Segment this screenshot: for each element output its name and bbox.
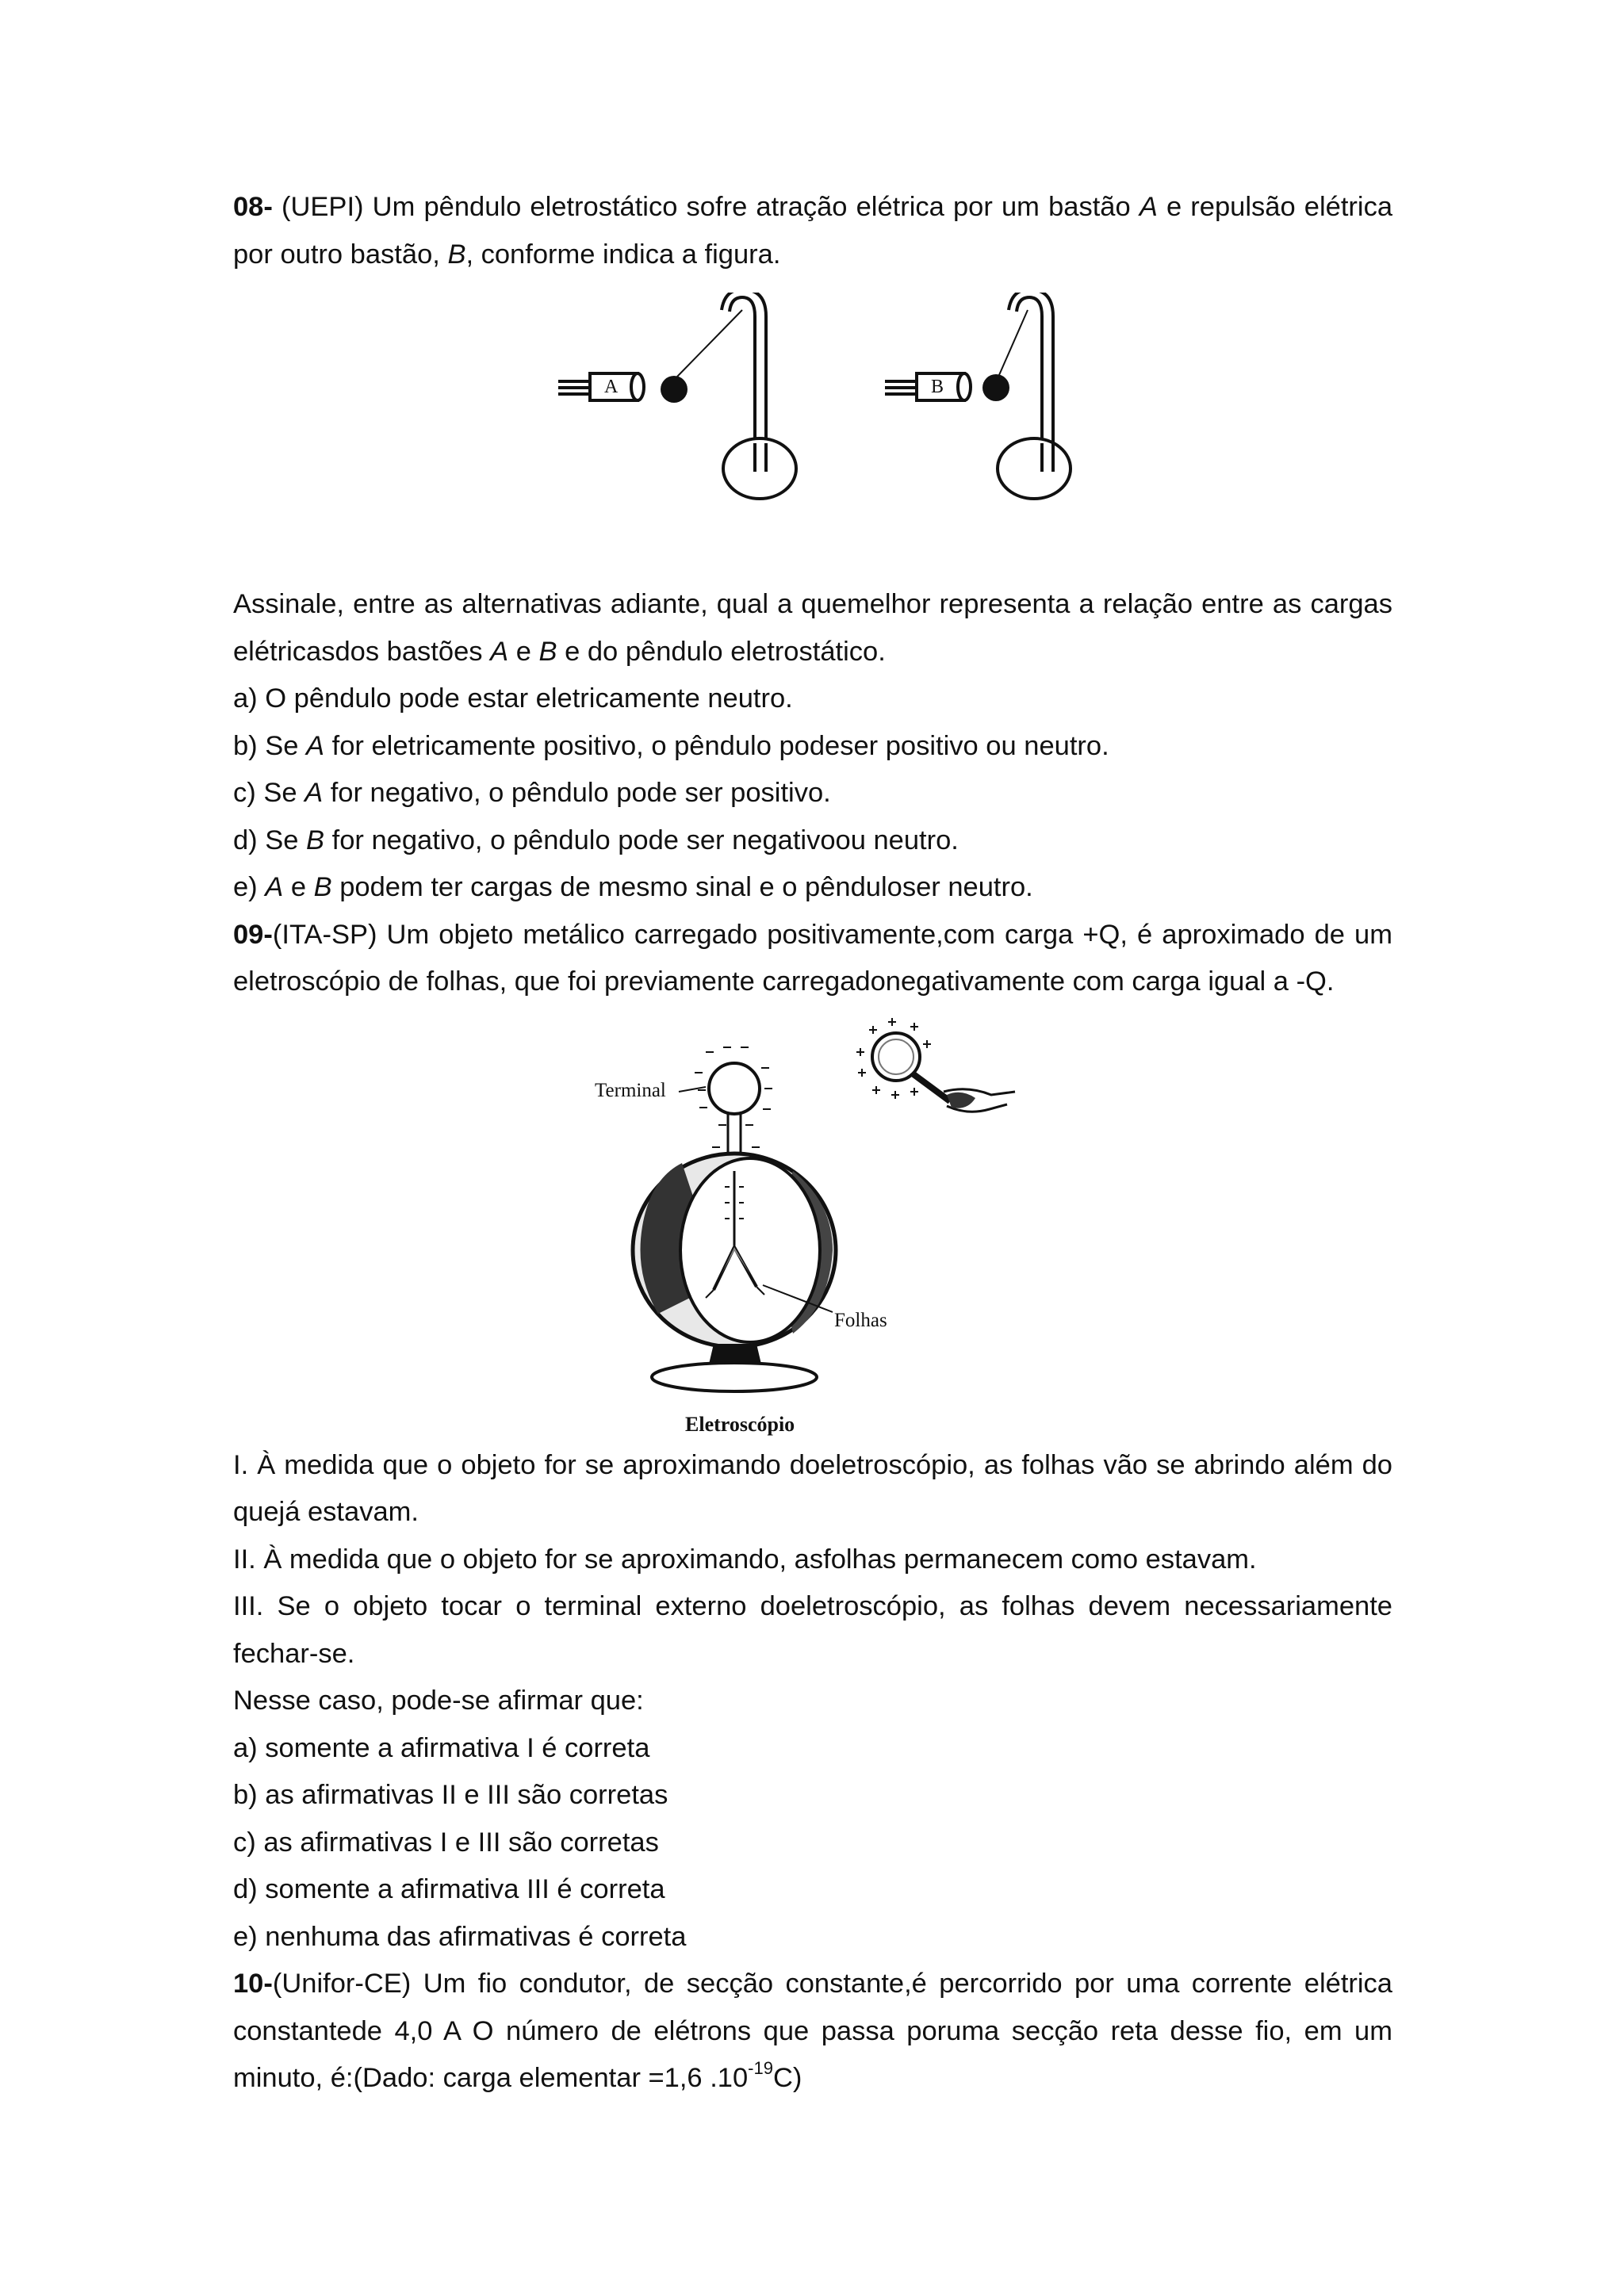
terminal-label: Terminal xyxy=(595,1079,666,1101)
pendulum-thread-1 xyxy=(677,310,742,377)
q09-intro: 09-(ITA-SP) Um objeto metálico carregado positivamente,com carga +Q, é aproximado de um eletroscópio de folhas, que foi previamente carregadonegativamente com carga igual a -Q. xyxy=(233,919,1392,997)
q10-intro: 10-(Unifor-CE) Um fio condutor, de secção constante,é percorrido por uma corrente elétrica constantede 4,0 A O número de elétrons que passa poruma secção reta desse fio, em um minuto, é:(Dado: carga elementar =1,6 $.10^{-19}C$) xyxy=(233,1969,1392,2093)
rod-b xyxy=(885,373,971,400)
electroscope-figure xyxy=(233,1006,1392,1442)
pendulum-thread-2 xyxy=(999,310,1028,375)
q09-option-e: e) nenhuma das afirmativas é correta xyxy=(233,1921,687,1952)
electroscope-base xyxy=(652,1344,817,1391)
figure-caption: Eletroscópio xyxy=(685,1412,795,1436)
q10-number: 10- xyxy=(233,1969,273,1999)
q09-option-d: d) somente a afirmativa III é correta xyxy=(233,1874,665,1904)
rod-b-label: B xyxy=(931,377,944,397)
q10-exponent: -19 xyxy=(748,2057,773,2078)
electroscope-illustration xyxy=(595,1012,1039,1441)
charged-sphere-object xyxy=(856,1018,1015,1112)
q08-option-d: d) Se B for negativo, o pêndulo pode ser negativoou neutro. xyxy=(233,825,959,855)
leaves-label: Folhas xyxy=(834,1309,887,1331)
pendulum-stand-2 xyxy=(998,293,1071,499)
q09-number: 09- xyxy=(233,919,273,950)
q09-statement-3: III. Se o objeto tocar o terminal externo doeletroscópio, as folhas devem necessariamente fechar-se. xyxy=(233,1591,1392,1669)
q09-option-b: b) as afirmativas II e III são corretas xyxy=(233,1780,668,1810)
q09-option-c: c) as afirmativas I e III são corretas xyxy=(233,1827,659,1858)
electroscope-body xyxy=(633,1154,836,1347)
q08-option-c: c) Se A for negativo, o pêndulo pode ser positivo. xyxy=(233,778,831,808)
rod-a-label: A xyxy=(604,377,619,397)
q08-option-a: a) O pêndulo pode estar eletricamente neutro. xyxy=(233,683,793,714)
q08-option-b: b) Se A for eletricamente positivo, o pêndulo podeser positivo ou neutro. xyxy=(233,730,1109,761)
q09-statement-1: I. À medida que o objeto for se aproximando doeletroscópio, as folhas vão se abrindo além do quejá estavam. xyxy=(233,1449,1392,1527)
pendulum-ball-2 xyxy=(982,374,1009,401)
rod-a xyxy=(558,373,644,400)
q08-intro: 08- (UEPI) Um pêndulo eletrostático sofre atração elétrica por um bastão A e repulsão elétrica por outro bastão, B, conforme indica a figura. xyxy=(233,192,1393,270)
q09-prompt: Nesse caso, pode-se afirmar que: xyxy=(233,1686,644,1716)
electroscope-terminal xyxy=(709,1063,760,1114)
q08-number: 08- xyxy=(233,192,273,222)
q08-prompt: Assinale, entre as alternativas adiante, qual a quemelhor representa a relação entre as cargas elétricasdos bastões A e B e do pêndulo eletrostático. xyxy=(233,589,1392,667)
content-column xyxy=(233,184,1392,2103)
pendulum-figure xyxy=(233,278,1392,581)
q09-statement-2: II. À medida que o objeto for se aproximando, asfolhas permanecem como estavam. xyxy=(233,1544,1257,1575)
q08-option-e: e) A e B podem ter cargas de mesmo sinal e o pênduloser neutro. xyxy=(233,872,1033,902)
q09-option-a: a) somente a afirmativa I é correta xyxy=(233,1732,650,1763)
pendulum-ball-1 xyxy=(661,376,688,403)
pendulum-stand-1 xyxy=(722,293,796,499)
pendulum-illustration xyxy=(558,293,1082,530)
